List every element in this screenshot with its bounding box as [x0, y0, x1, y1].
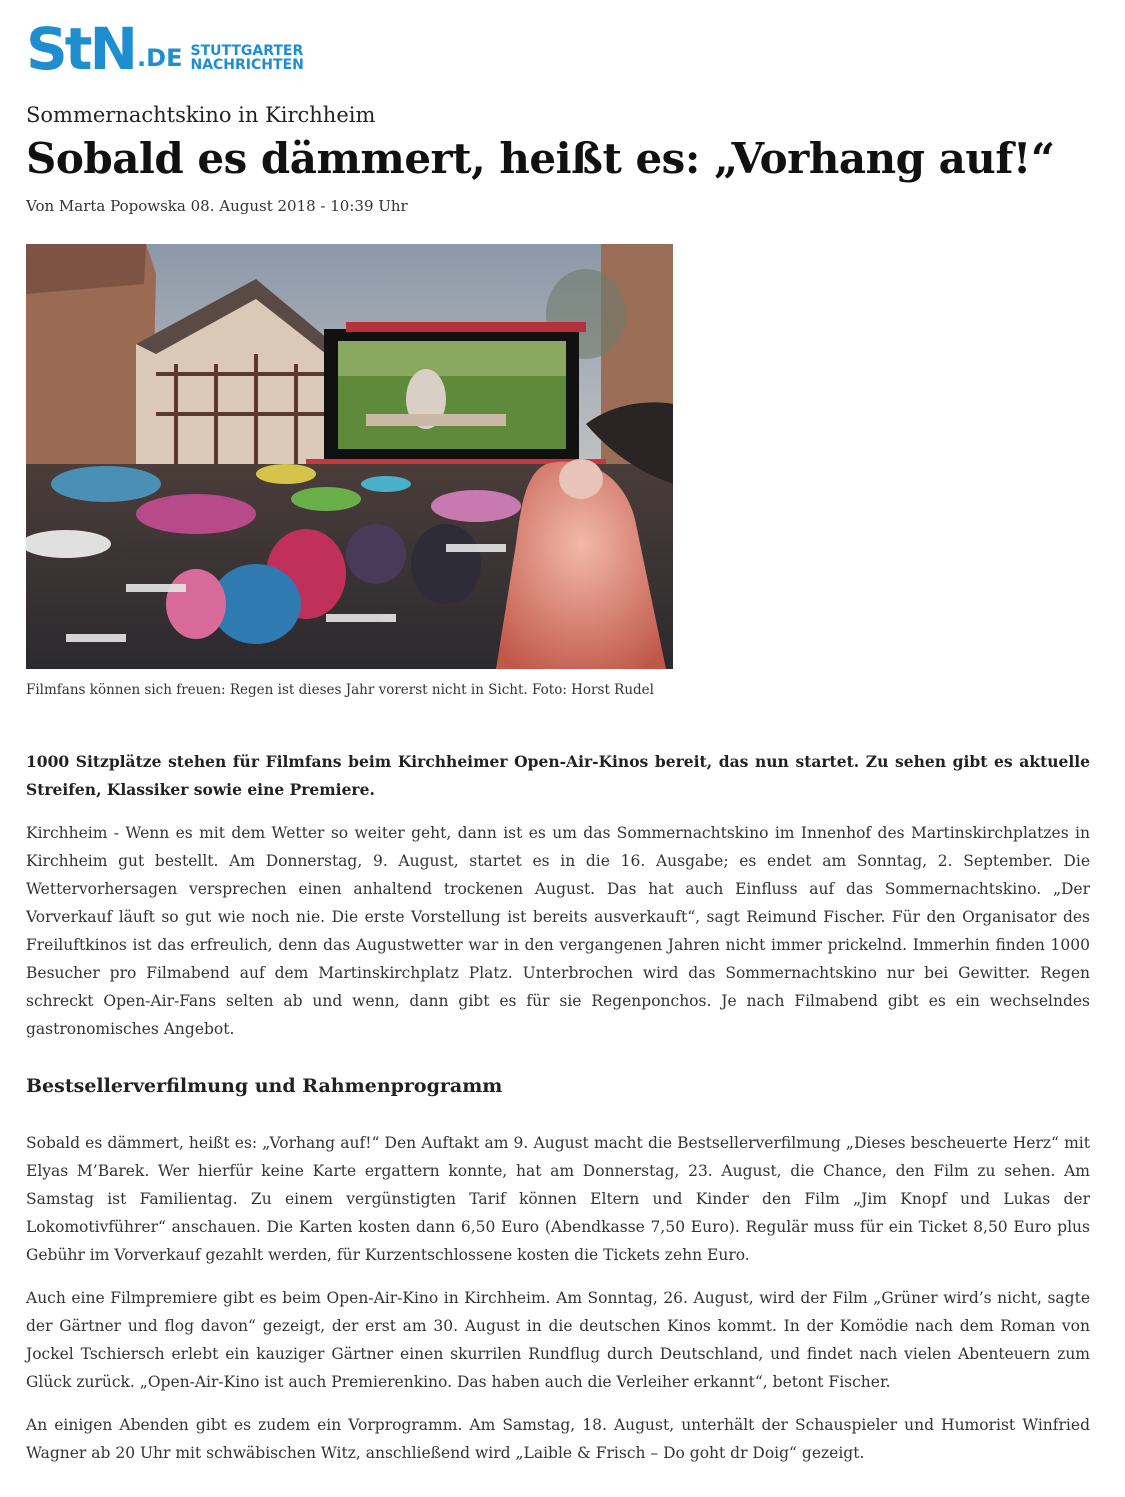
logo-sub-line-1: STUTTGARTER: [190, 43, 304, 59]
site-logo[interactable]: [26, 15, 304, 83]
article-byline: Von Marta Popowska 08. August 2018 - 10:39 Uhr: [26, 197, 408, 215]
article-body: [26, 748, 1090, 1482]
logo-sub-line-2: NACHRICHTEN: [190, 57, 304, 73]
article-paragraph: Auch eine Filmpremiere gibt es beim Open-Air-Kino in Kirchheim. Am Sonntag, 26. August, wird der Film „Grüner wird’s nicht, sagte der Gärtner und flog davon“ gezeigt, der erst am 30. August in die deutschen Kinos kommt. In der Komödie nach dem Roman von Jockel Tschiersch erlebt ein kauziger Gärtner einen skurrilen Rundflug durch Deutschland, und findet nach vielen Abenteuern zum Glück zurück. „Open-Air-Kino ist auch Premierenkino. Das haben auch die Verleiher erkannt“, betont Fischer.: [26, 1289, 1090, 1391]
article-headline: Sobald es dämmert, heißt es: „Vorhang auf!“: [26, 134, 1055, 183]
logo-wordmark: StN: [26, 15, 136, 83]
photo-caption: Filmfans können sich freuen: Regen ist dieses Jahr vorerst nicht in Sicht. Foto: Horst Rudel: [26, 682, 654, 698]
article-subheading: Bestsellerverfilmung und Rahmenprogramm: [26, 1075, 503, 1097]
article-paragraph: Sobald es dämmert, heißt es: „Vorhang auf!“ Den Auftakt am 9. August macht die Bestsellerverfilmung „Dieses bescheuerte Herz“ mit Elyas M’Barek. Wer hierfür keine Karte ergattern konnte, hat am Donnerstag, 23. August, die Chance, den Film zu sehen. Am Samstag ist Familientag. Zu einem vergünstigten Tarif können Eltern und Kinder den Film „Jim Knopf und Lukas der Lokomotivführer“ anschauen. Die Karten kosten dann 6,50 Euro (Abendkasse 7,50 Euro). Regulär muss für ein Ticket 8,50 Euro plus Gebühr im Vorverkauf gezahlt werden, für Kurzentschlossene kosten die Tickets zehn Euro.: [26, 1134, 1090, 1264]
article-kicker: Sommernachtskino in Kirchheim: [26, 103, 376, 127]
article-lead: 1000 Sitzplätze stehen für Filmfans beim Kirchheimer Open-Air-Kinos bereit, das nun startet. Zu sehen gibt es aktuelle Streifen, Klassiker sowie eine Premiere.: [26, 752, 1090, 799]
article-paragraph: An einigen Abenden gibt es zudem ein Vorprogramm. Am Samstag, 18. August, unterhält der Schauspieler und Humorist Winfried Wagner ab 20 Uhr mit schwäbischen Witz, anschließend wird „Laible & Frisch – Do goht dr Doig“ gezeigt.: [26, 1416, 1090, 1462]
open-air-cinema-photo: [26, 244, 673, 669]
logo-domain-suffix: .DE: [137, 44, 183, 72]
logo-publication-name: [190, 44, 303, 72]
article-photo: [26, 244, 673, 669]
article-paragraph: Kirchheim - Wenn es mit dem Wetter so weiter geht, dann ist es um das Sommernachtskino im Innenhof des Martinskirchplatzes in Kirchheim gut bestellt. Am Donnerstag, 9. August, startet es in die 16. Ausgabe; es endet am Sonntag, 2. September. Die Wettervorhersagen versprechen einen anhaltend trockenen August. Das hat auch Einfluss auf das Sommernachtskino. „Der Vorverkauf läuft so gut wie noch nie. Die erste Vorstellung ist bereits ausverkauft“, sagt Reimund Fischer. Für den Organisator des Freiluftkinos ist das erfreulich, denn das Augustwetter war in den vergangenen Jahren nicht immer prickelnd. Immerhin finden 1000 Besucher pro Filmabend auf dem Martinskirchplatz Platz. Unterbrochen wird das Sommernachtskino nur bei Gewitter. Regen schreckt Open-Air-Fans selten ab und wenn, dann gibt es für sie Regenponchos. Je nach Filmabend gibt es ein wechselndes gastronomisches Angebot.: [26, 824, 1090, 1038]
